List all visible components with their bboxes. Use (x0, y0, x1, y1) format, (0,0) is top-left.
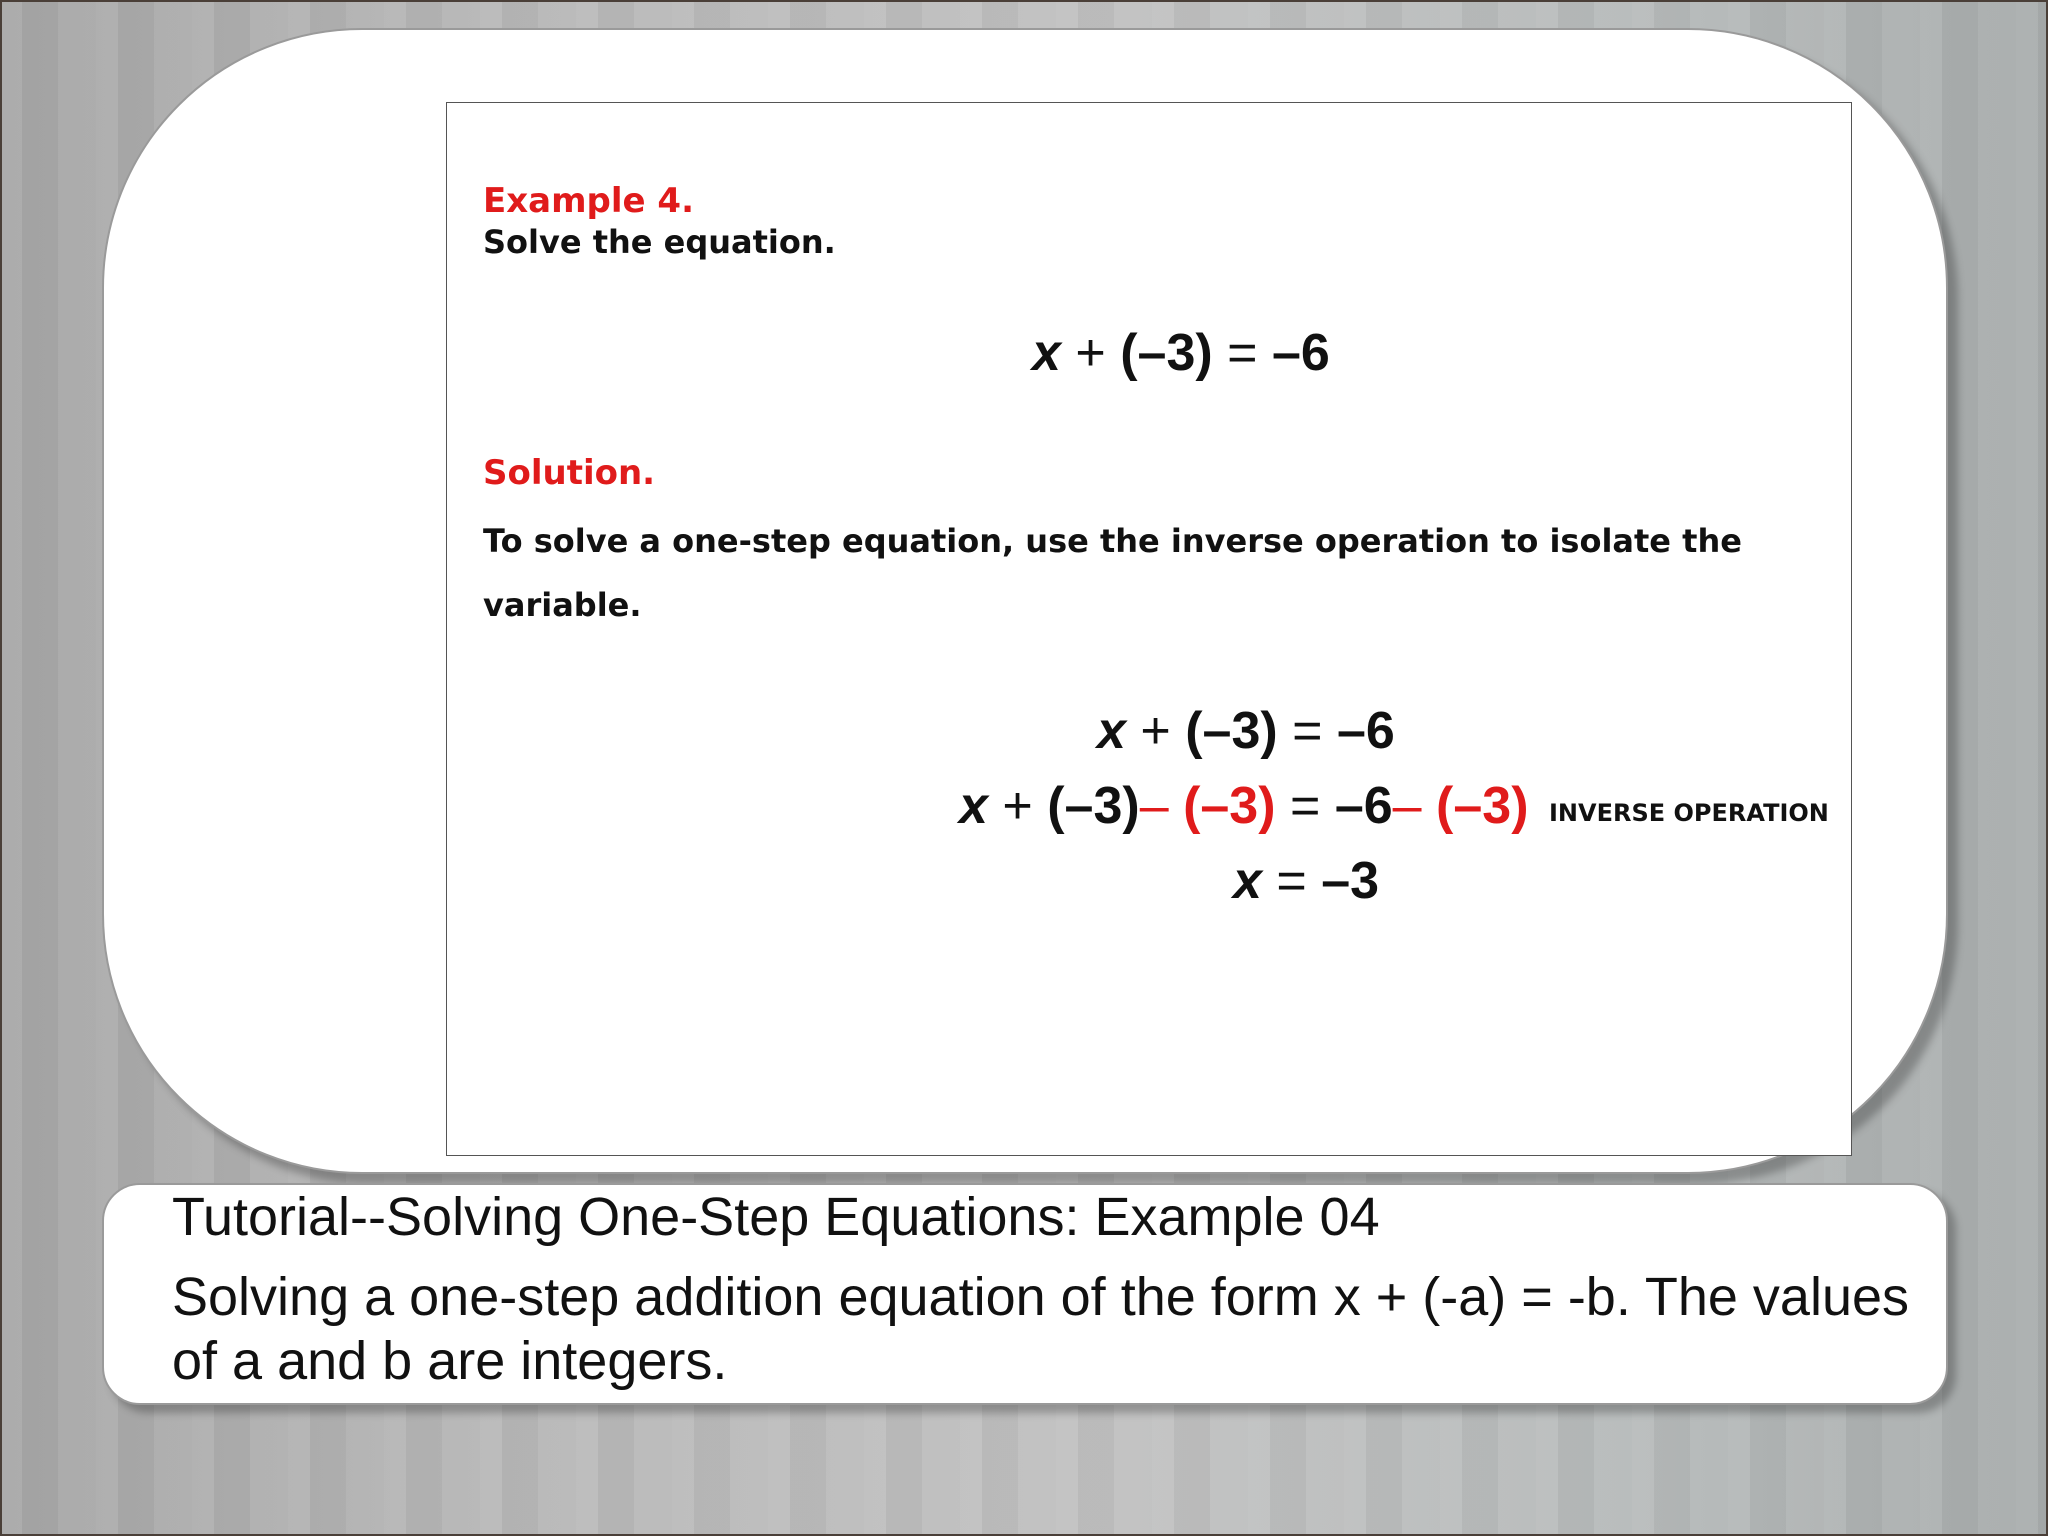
example-label: Example 4. (483, 181, 694, 221)
eq-variable: x (959, 777, 988, 835)
eq-plus: + (1140, 702, 1171, 760)
problem-equation (1032, 323, 1330, 383)
eq-term: (–3) (1047, 777, 1140, 835)
solution-step-3 (1233, 851, 1379, 911)
eq-rhs: –6 (1271, 324, 1330, 382)
explanation-text: To solve a one-step equation, use the inverse operation to isolate the variable. (483, 522, 1742, 624)
eq-inverse-minus-rhs: – (1392, 777, 1422, 835)
eq-term: (–3) (1120, 324, 1213, 382)
caption-description: Solving a one-step addition equation of the form x + (-a) = -b. The values of a and b are integers. (172, 1267, 1910, 1391)
eq-variable: x (1097, 702, 1126, 760)
solution-label: Solution. (483, 453, 656, 493)
instruction-text: Solve the equation. (483, 223, 836, 261)
eq-equals: = (1227, 324, 1258, 382)
eq-equals: = (1276, 852, 1307, 910)
main-panel (102, 28, 1948, 1174)
eq-variable: x (1032, 324, 1061, 382)
eq-equals: = (1290, 777, 1321, 835)
caption-panel (102, 1183, 1948, 1405)
eq-variable: x (1233, 852, 1262, 910)
eq-rhs: –6 (1336, 702, 1395, 760)
eq-inverse-minus: – (1139, 777, 1169, 835)
eq-rhs: –3 (1321, 852, 1380, 910)
solution-step-1 (1097, 701, 1395, 761)
solution-step-2 (959, 776, 1529, 836)
eq-term: (–3) (1185, 702, 1278, 760)
eq-rhs: –6 (1334, 777, 1393, 835)
caption-title: Tutorial--Solving One-Step Equations: Example 04 (172, 1187, 1380, 1247)
eq-plus: + (1002, 777, 1033, 835)
lesson-slide (446, 102, 1852, 1156)
eq-inverse-term-rhs: (–3) (1436, 777, 1529, 835)
inverse-operation-label: INVERSE OPERATION (1549, 799, 1829, 827)
eq-inverse-term: (–3) (1183, 777, 1276, 835)
eq-equals: = (1292, 702, 1323, 760)
eq-plus: + (1075, 324, 1106, 382)
